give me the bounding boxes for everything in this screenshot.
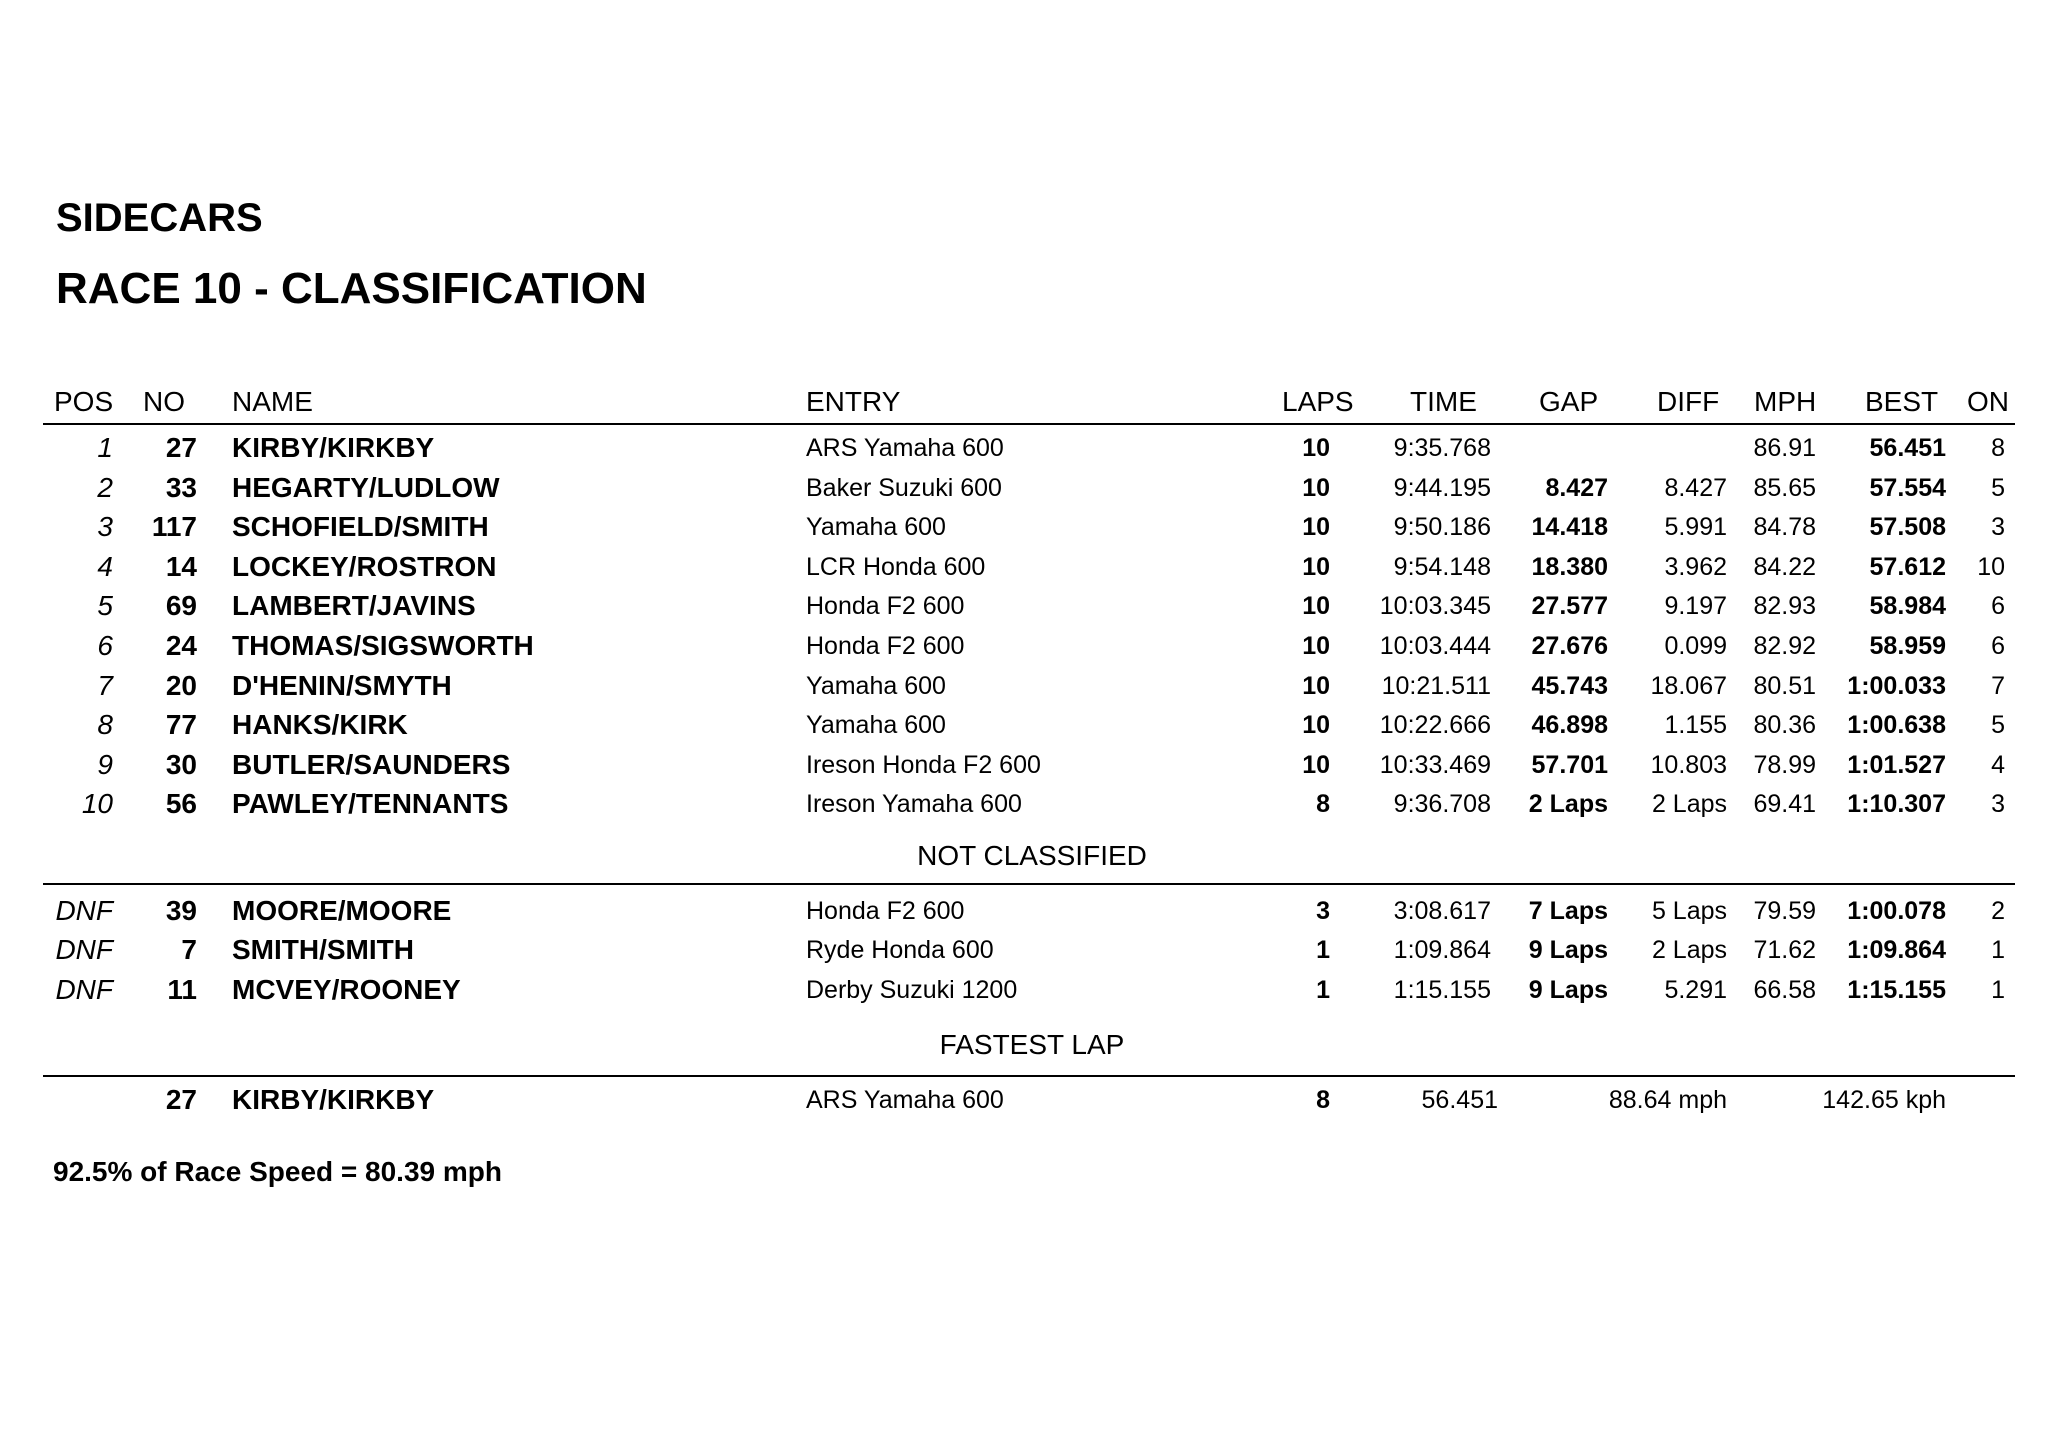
cell-best: 56.451 bbox=[1869, 434, 1946, 462]
cell-on: 2 bbox=[1991, 897, 2005, 925]
cell-mph: 78.99 bbox=[1753, 750, 1816, 779]
cell-diff: 3.962 bbox=[1664, 552, 1727, 581]
cell-entry: Yamaha 600 bbox=[806, 671, 946, 700]
table-row bbox=[0, 627, 2048, 665]
cell-time: 9:36.708 bbox=[1393, 790, 1491, 819]
cell-pos: 6 bbox=[97, 630, 113, 661]
col-header-diff: DIFF bbox=[1657, 386, 1720, 417]
col-header-best: BEST bbox=[1865, 386, 1939, 417]
cell-on: 1 bbox=[1991, 975, 2005, 1004]
col-header-on: ON bbox=[1967, 386, 2009, 417]
fastest-lap-row bbox=[0, 1081, 2048, 1119]
col-header-no: NO bbox=[143, 386, 185, 417]
cell-name: HEGARTY/LUDLOW bbox=[232, 471, 500, 503]
col-header-pos: POS bbox=[54, 386, 114, 417]
cell-diff: 18.067 bbox=[1650, 671, 1727, 700]
cell-on: 3 bbox=[1991, 513, 2005, 542]
cell-pos: 10 bbox=[81, 788, 113, 820]
fastest-lap-divider bbox=[43, 1075, 2015, 1077]
cell-laps: 10 bbox=[1302, 473, 1330, 502]
cell-on: 6 bbox=[1991, 632, 2005, 660]
cell-gap: 27.577 bbox=[1531, 592, 1608, 621]
cell-name: MOORE/MOORE bbox=[232, 895, 452, 926]
cell-entry: Honda F2 600 bbox=[806, 632, 965, 660]
cell-no: 77 bbox=[165, 709, 197, 741]
not-classified-heading: NOT CLASSIFIED bbox=[917, 840, 1147, 871]
cell-best: 58.959 bbox=[1869, 632, 1946, 660]
cell-no: 24 bbox=[165, 630, 197, 661]
cell-mph: 80.36 bbox=[1753, 711, 1816, 740]
cell-pos: 4 bbox=[97, 550, 113, 582]
cell-no: 117 bbox=[151, 511, 197, 543]
col-header-name: NAME bbox=[232, 386, 313, 417]
page-subtitle: RACE 10 - CLASSIFICATION bbox=[56, 264, 647, 313]
cell-best: 1:00.078 bbox=[1847, 897, 1946, 925]
table-row bbox=[0, 429, 2048, 467]
table-row bbox=[0, 587, 2048, 625]
cell-gap: 46.898 bbox=[1531, 711, 1608, 740]
cell-entry: Honda F2 600 bbox=[806, 592, 965, 621]
cell-entry: Honda F2 600 bbox=[806, 897, 965, 925]
cell-pos: 5 bbox=[97, 590, 113, 622]
cell-entry: ARS Yamaha 600 bbox=[806, 434, 1004, 462]
cell-on: 8 bbox=[1991, 434, 2005, 462]
cell-laps: 10 bbox=[1302, 434, 1330, 462]
cell-pos: 8 bbox=[97, 709, 113, 741]
cell-diff: 1.155 bbox=[1664, 711, 1727, 740]
cell-best: 1:15.155 bbox=[1847, 975, 1946, 1004]
cell-on: 6 bbox=[1991, 592, 2005, 621]
fastest-lap-time: 56.451 bbox=[1421, 1086, 1498, 1114]
cell-time: 9:35.768 bbox=[1393, 434, 1491, 462]
fastest-lap-no: 27 bbox=[165, 1084, 197, 1115]
cell-pos: DNF bbox=[55, 973, 113, 1005]
cell-diff: 10.803 bbox=[1650, 750, 1727, 779]
cell-laps: 3 bbox=[1316, 897, 1330, 925]
cell-time: 10:21.511 bbox=[1381, 671, 1491, 700]
cell-pos: DNF bbox=[55, 895, 113, 926]
cell-name: KIRBY/KIRKBY bbox=[232, 432, 435, 463]
cell-laps: 1 bbox=[1316, 975, 1330, 1004]
cell-best: 1:10.307 bbox=[1847, 790, 1946, 819]
cell-pos: 7 bbox=[97, 669, 113, 701]
cell-mph: 66.58 bbox=[1753, 975, 1816, 1004]
cell-best: 57.508 bbox=[1869, 513, 1946, 542]
table-row bbox=[0, 508, 2048, 546]
fastest-lap-lap: 8 bbox=[1316, 1086, 1330, 1114]
cell-mph: 69.41 bbox=[1753, 790, 1816, 819]
cell-name: SMITH/SMITH bbox=[232, 934, 414, 966]
cell-best: 57.554 bbox=[1869, 473, 1946, 502]
cell-gap: 45.743 bbox=[1531, 671, 1608, 700]
cell-name: D'HENIN/SMYTH bbox=[232, 669, 452, 701]
table-row bbox=[0, 971, 2048, 1009]
table-row bbox=[0, 469, 2048, 507]
cell-no: 14 bbox=[165, 550, 197, 582]
cell-best: 1:09.864 bbox=[1847, 936, 1946, 965]
table-row bbox=[0, 746, 2048, 784]
cell-no: 39 bbox=[165, 895, 197, 926]
cell-diff: 0.099 bbox=[1664, 632, 1727, 660]
cell-pos: DNF bbox=[55, 934, 113, 966]
cell-laps: 10 bbox=[1302, 711, 1330, 740]
cell-entry: Ryde Honda 600 bbox=[806, 936, 994, 965]
cell-gap: 57.701 bbox=[1531, 750, 1608, 779]
cell-laps: 10 bbox=[1302, 671, 1330, 700]
cell-no: 7 bbox=[181, 934, 197, 966]
col-header-mph: MPH bbox=[1754, 386, 1817, 417]
cell-laps: 10 bbox=[1302, 750, 1330, 779]
cell-diff: 5 Laps bbox=[1651, 897, 1727, 925]
table-header bbox=[0, 382, 2048, 422]
cell-entry: Yamaha 600 bbox=[806, 711, 946, 740]
header-divider bbox=[43, 423, 2015, 425]
cell-time: 9:54.148 bbox=[1393, 552, 1491, 581]
cell-entry: Derby Suzuki 1200 bbox=[806, 975, 1018, 1004]
cell-time: 10:22.666 bbox=[1379, 711, 1491, 740]
cell-entry: Baker Suzuki 600 bbox=[806, 473, 1002, 502]
cell-on: 10 bbox=[1977, 552, 2005, 581]
cell-on: 5 bbox=[1991, 711, 2005, 740]
cell-diff: 2 Laps bbox=[1651, 790, 1727, 819]
cell-diff: 9.197 bbox=[1664, 592, 1727, 621]
cell-mph: 71.62 bbox=[1753, 936, 1816, 965]
cell-gap: 14.418 bbox=[1531, 513, 1608, 542]
col-header-laps: LAPS bbox=[1282, 386, 1354, 417]
table-row bbox=[0, 931, 2048, 969]
cell-time: 1:09.864 bbox=[1393, 936, 1491, 965]
cell-time: 3:08.617 bbox=[1393, 897, 1491, 925]
cell-on: 7 bbox=[1991, 671, 2005, 700]
cell-best: 1:00.033 bbox=[1847, 671, 1946, 700]
cell-no: 30 bbox=[165, 748, 197, 780]
cell-no: 33 bbox=[165, 471, 197, 503]
cell-name: BUTLER/SAUNDERS bbox=[232, 748, 511, 780]
cell-pos: 9 bbox=[97, 748, 113, 780]
cell-on: 1 bbox=[1991, 936, 2005, 965]
cell-laps: 8 bbox=[1316, 790, 1330, 819]
cell-name: LOCKEY/ROSTRON bbox=[232, 550, 497, 582]
cell-entry: Ireson Yamaha 600 bbox=[806, 790, 1022, 819]
cell-gap: 9 Laps bbox=[1528, 975, 1608, 1004]
page-title: SIDECARS bbox=[56, 196, 263, 240]
cell-on: 5 bbox=[1991, 473, 2005, 502]
cell-no: 56 bbox=[165, 788, 197, 820]
cell-time: 10:03.345 bbox=[1379, 592, 1491, 621]
table-row bbox=[0, 706, 2048, 744]
cell-best: 1:00.638 bbox=[1847, 711, 1946, 740]
cell-mph: 84.78 bbox=[1753, 513, 1816, 542]
cell-no: 69 bbox=[165, 590, 197, 622]
table-row bbox=[0, 785, 2048, 823]
cell-pos: 1 bbox=[97, 432, 113, 463]
fastest-lap-name: KIRBY/KIRKBY bbox=[232, 1084, 435, 1115]
cell-entry: Ireson Honda F2 600 bbox=[806, 750, 1041, 779]
cell-laps: 1 bbox=[1316, 936, 1330, 965]
cell-gap: 9 Laps bbox=[1528, 936, 1608, 965]
cell-gap: 7 Laps bbox=[1528, 897, 1608, 925]
cell-name: LAMBERT/JAVINS bbox=[232, 590, 476, 622]
fastest-lap-mph: 88.64 mph bbox=[1608, 1086, 1727, 1114]
cell-laps: 10 bbox=[1302, 592, 1330, 621]
cell-name: HANKS/KIRK bbox=[232, 709, 408, 741]
cell-name: SCHOFIELD/SMITH bbox=[232, 511, 489, 543]
cell-time: 10:03.444 bbox=[1379, 632, 1491, 660]
cell-on: 4 bbox=[1991, 750, 2005, 779]
cell-laps: 10 bbox=[1302, 513, 1330, 542]
cell-mph: 80.51 bbox=[1753, 671, 1816, 700]
cell-mph: 86.91 bbox=[1753, 434, 1816, 462]
col-header-gap: GAP bbox=[1539, 386, 1599, 417]
cell-gap: 27.676 bbox=[1531, 632, 1608, 660]
cell-diff: 2 Laps bbox=[1651, 936, 1727, 965]
cell-name: PAWLEY/TENNANTS bbox=[232, 788, 509, 820]
cell-time: 9:44.195 bbox=[1393, 473, 1491, 502]
cell-name: MCVEY/ROONEY bbox=[232, 973, 461, 1005]
fastest-lap-heading: FASTEST LAP bbox=[939, 1029, 1125, 1060]
cell-mph: 79.59 bbox=[1753, 897, 1816, 925]
cell-gap: 2 Laps bbox=[1528, 790, 1608, 819]
cell-entry: LCR Honda 600 bbox=[806, 552, 986, 581]
cell-time: 9:50.186 bbox=[1393, 513, 1491, 542]
cell-entry: Yamaha 600 bbox=[806, 513, 946, 542]
cell-diff: 5.991 bbox=[1664, 513, 1727, 542]
fastest-lap-entry: ARS Yamaha 600 bbox=[806, 1086, 1004, 1114]
cell-laps: 10 bbox=[1302, 552, 1330, 581]
fastest-lap-kph: 142.65 kph bbox=[1822, 1086, 1946, 1114]
col-header-entry: ENTRY bbox=[806, 386, 901, 417]
race-speed-note: 92.5% of Race Speed = 80.39 mph bbox=[53, 1156, 502, 1187]
cell-pos: 3 bbox=[97, 511, 113, 543]
not-classified-divider bbox=[43, 883, 2015, 885]
cell-gap: 8.427 bbox=[1545, 473, 1608, 502]
cell-diff: 8.427 bbox=[1664, 473, 1727, 502]
cell-no: 27 bbox=[165, 432, 197, 463]
table-row bbox=[0, 892, 2048, 930]
cell-best: 1:01.527 bbox=[1847, 750, 1946, 779]
cell-best: 58.984 bbox=[1869, 592, 1946, 621]
cell-pos: 2 bbox=[97, 471, 113, 503]
cell-laps: 10 bbox=[1302, 632, 1330, 660]
cell-best: 57.612 bbox=[1869, 552, 1946, 581]
table-row bbox=[0, 667, 2048, 705]
cell-diff: 5.291 bbox=[1664, 975, 1727, 1004]
cell-time: 10:33.469 bbox=[1379, 750, 1491, 779]
cell-mph: 82.92 bbox=[1753, 632, 1816, 660]
cell-mph: 84.22 bbox=[1753, 552, 1816, 581]
col-header-time: TIME bbox=[1410, 386, 1477, 417]
cell-no: 11 bbox=[167, 973, 197, 1005]
cell-time: 1:15.155 bbox=[1393, 975, 1491, 1004]
cell-on: 3 bbox=[1991, 790, 2005, 819]
table-row bbox=[0, 548, 2048, 586]
cell-name: THOMAS/SIGSWORTH bbox=[232, 630, 534, 661]
cell-mph: 85.65 bbox=[1753, 473, 1816, 502]
cell-mph: 82.93 bbox=[1753, 592, 1816, 621]
cell-gap: 18.380 bbox=[1531, 552, 1608, 581]
cell-no: 20 bbox=[165, 669, 197, 701]
